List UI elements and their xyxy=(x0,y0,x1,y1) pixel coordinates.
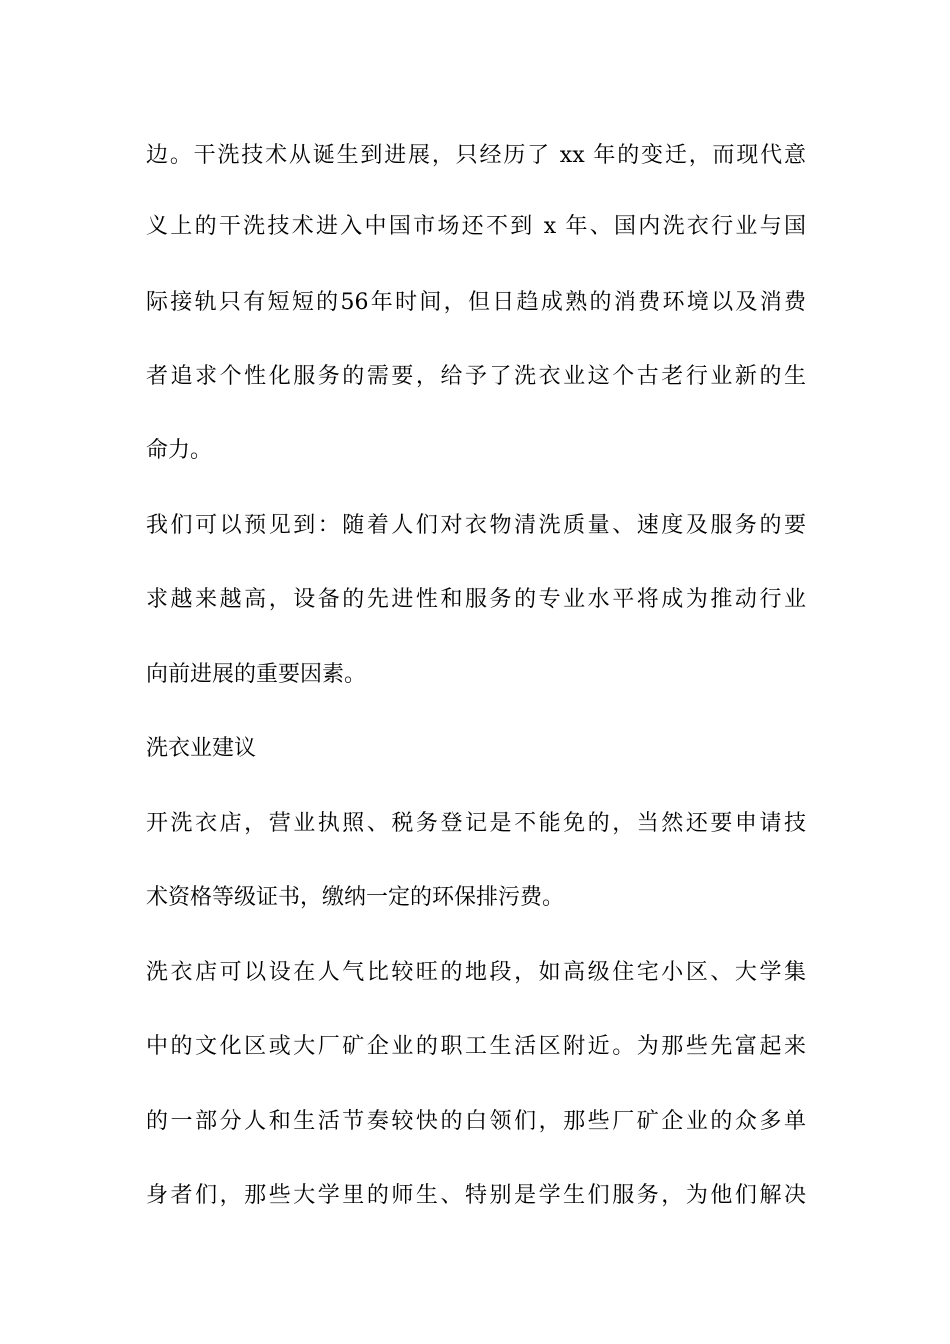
text-line: 义上的干洗技术进入中国市场还不到 x 年、国内洗衣行业与国 xyxy=(146,214,806,239)
text-line: 身者们，那些大学里的师生、特别是学生们服务，为他们解决 xyxy=(146,1183,806,1208)
text-line: 洗衣店可以设在人气比较旺的地段，如高级住宅小区、大学集 xyxy=(146,960,806,985)
text-line: 际接轨只有短短的56年时间，但日趋成熟的消费环境以及消费 xyxy=(146,290,806,315)
text-line: 我们可以预见到：随着人们对衣物清洗质量、速度及服务的要 xyxy=(146,513,806,538)
text-line: 命力。 xyxy=(146,438,213,463)
text-line: 术资格等级证书，缴纳一定的环保排污费。 xyxy=(146,885,565,910)
text-line: 边。干洗技术从诞生到进展，只经历了 xx 年的变迁，而现代意 xyxy=(146,143,806,168)
text-line: 向前进展的重要因素。 xyxy=(146,662,367,687)
text-line: 者追求个性化服务的需要，给予了洗衣业这个古老行业新的生 xyxy=(146,364,806,389)
text-line: 开洗衣店，营业执照、税务登记是不能免的，当然还要申请技 xyxy=(146,811,806,836)
text-line: 求越来越高，设备的先进性和服务的专业水平将成为推动行业 xyxy=(146,587,806,612)
text-line: 的一部分人和生活节奏较快的白领们，那些厂矿企业的众多单 xyxy=(146,1109,806,1134)
text-line: 中的文化区或大厂矿企业的职工生活区附近。为那些先富起来 xyxy=(146,1034,806,1059)
section-heading: 洗衣业建议 xyxy=(146,736,257,761)
